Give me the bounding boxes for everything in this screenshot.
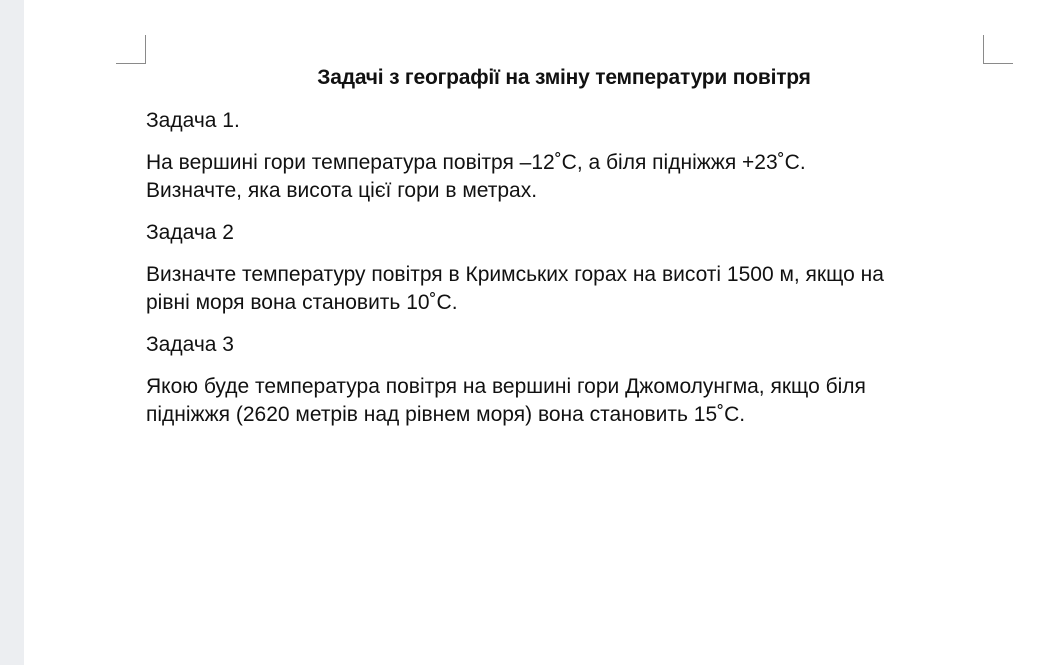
task-text-line: На вершині гори температура повітря –12˚С, а біля підніжжя +23˚С. [146,151,806,174]
task-2 [146,219,996,317]
task-heading: Задача 1. [146,109,240,132]
document-page [24,0,1052,665]
task-text-line: Визначте, яка висота цієї гори в метрах. [146,179,538,202]
task-1 [146,107,996,205]
task-text-line: підніжжя (2620 метрів над рівнем моря) вона становить 15˚С. [146,403,746,426]
task-heading: Задача 2 [146,221,234,244]
task-heading: Задача 3 [146,333,234,356]
crop-mark-top-left [116,35,146,64]
left-gutter [0,0,24,665]
task-text [146,261,996,317]
task-text-line: рівні моря вона становить 10˚С. [146,291,458,314]
document-body [146,107,996,443]
task-text [146,373,996,429]
crop-mark-top-right [983,35,1013,64]
document-title: Задачі з географії на зміну температури повітря [317,66,811,89]
task-3 [146,331,996,429]
task-text [146,149,996,205]
task-text-line: Якою буде температура повітря на вершині гори Джомолунгма, якщо біля [146,375,866,398]
task-text-line: Визначте температуру повітря в Кримських горах на висоті 1500 м, якщо на [146,263,884,286]
